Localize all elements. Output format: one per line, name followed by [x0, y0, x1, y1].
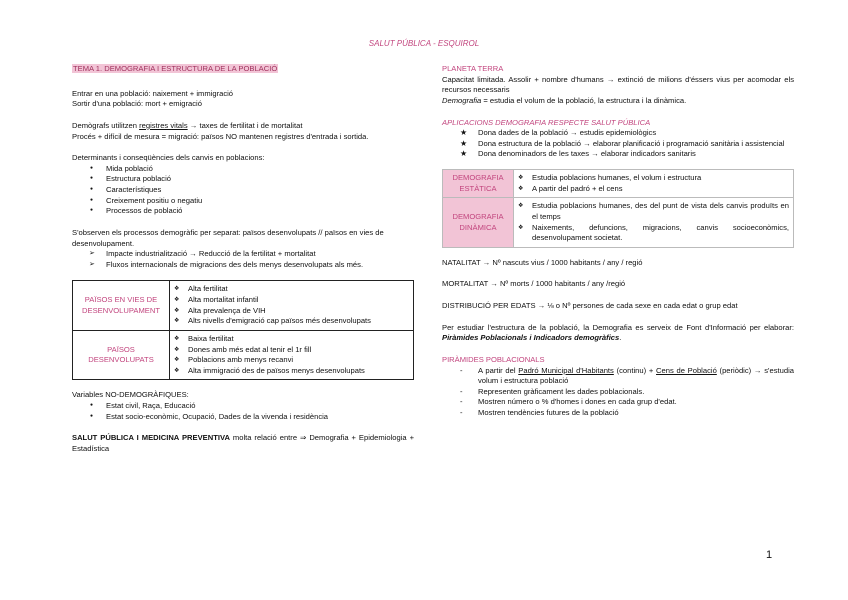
- text-entrar: Entrar en una població: naixement + immigració: [72, 88, 234, 98]
- aplicacions-list: [442, 128, 794, 160]
- section-title-aplicacions: APLICACIONS DEMOGRAFIA RESPECTE SALUT PÚBLICA: [442, 117, 651, 127]
- section-title-piramides: PIRÀMIDES POBLACIONALS: [442, 354, 545, 364]
- table-row-header: PAÏSOS EN VIES DE DESENVOLUPAMENT: [73, 281, 170, 331]
- table-row: [73, 281, 414, 331]
- list-item: ★ Dona denominadors de les taxes → elaborar indicadors sanitaris: [442, 149, 794, 160]
- list-item: ❖ Alta fertilitat: [174, 284, 409, 295]
- list-item: ● Creixement positiu o negatiu: [72, 196, 414, 207]
- text-registres: Demògrafs utilitzen registres vitals → taxes de fertilitat i de mortalitat: [72, 120, 303, 130]
- list-item: ❖ Dones amb més edat al tenir el 1r fill: [174, 345, 409, 356]
- table-row: [73, 330, 414, 380]
- section-title-planeta: PLANETA TERRA: [442, 64, 504, 73]
- left-column: [72, 64, 414, 455]
- list-item: - Mostren tendències futures de la població: [442, 408, 794, 419]
- list-item: - A partir del Padró Municipal d'Habitants (continu) + Cens de Població (periòdic) → s'estudia volum i estructura població: [442, 366, 794, 387]
- list-item: ➢ Fluxos internacionals de migracions des dels menys desenvolupats als més.: [72, 260, 414, 271]
- text-determinants-intro: Determinants i conseqüències dels canvis en poblacions:: [72, 153, 265, 163]
- processos-list: [72, 249, 414, 270]
- page-title: SALUT PÚBLICA - ESQUIROL: [368, 39, 480, 48]
- list-item: ★ Dona dades de la població → estudis epidemiològics: [442, 128, 794, 139]
- text-proces: Procés + difícil de mesura = migració: països NO mantenen registres d'entrada i sortida.: [72, 131, 369, 141]
- page-number: 1: [766, 549, 773, 561]
- section-title-tema: TEMA 1. DEMOGRAFIA I ESTRUCTURA DE LA POBLACIÓ: [73, 64, 278, 73]
- list-item: ● Estat civil, Raça, Educació: [72, 401, 414, 412]
- list-item: ➢ Impacte industrialització → Reducció de la fertilitat + mortalitat: [72, 249, 414, 260]
- table-row-header: DEMOGRAFIA ESTÀTICA: [443, 170, 514, 198]
- text-mortalitat: MORTALITAT → Nº morts / 1000 habitants / any /regió: [442, 279, 626, 289]
- list-item: ❖ A partir del padró + el cens: [518, 184, 789, 195]
- list-item: ❖ Poblacions amb menys recanvi: [174, 355, 409, 366]
- piramides-list: [442, 366, 794, 419]
- list-item: ● Estat socio-econòmic, Ocupació, Dades de la vivenda i residència: [72, 412, 414, 423]
- paisos-table: [72, 280, 414, 380]
- text-variables-title: Variables NO-DEMOGRÀFIQUES:: [72, 390, 189, 400]
- text-planeta: Capacitat limitada. Assolir + nombre d'humans → extinció de milions d'éssers vius per acomodar els recursos necessaris: [442, 74, 794, 95]
- right-column: [442, 64, 794, 419]
- table-row-header: DEMOGRAFIA DINÀMICA: [443, 198, 514, 248]
- list-item: - Representen gràficament les dades poblacionals.: [442, 387, 794, 398]
- list-item: ❖ Alts nivells d'emigració cap països més desenvolupats: [174, 316, 409, 327]
- text-sortir: Sortir d'una població: mort + emigració: [72, 99, 202, 109]
- text-estructura: Per estudiar l'estructura de la població, la Demografia es serveix de Font d'Informació per elaborar: Piràmides Poblacionals i Indicadors demogràfics.: [442, 322, 794, 343]
- table-row: [443, 170, 794, 198]
- text-natalitat: NATALITAT → Nº nascuts vius / 1000 habitants / any / regió: [442, 257, 643, 267]
- variables-list: [72, 401, 414, 422]
- list-item: ❖ Naixements, defuncions, migracions, canvis socioeconòmics, desenvolupament societat.: [518, 223, 789, 244]
- text-salut: SALUT PÚBLICA I MEDICINA PREVENTIVA molta relació entre ⇒ Demografia + Epidemiologia + Estadística: [72, 433, 414, 453]
- table-row: [443, 198, 794, 248]
- text-demografia: Demografia = estudia el volum de la població, la estructura i la dinàmica.: [442, 95, 687, 105]
- list-item: ❖ Alta mortalitat infantil: [174, 295, 409, 306]
- text-distribucio: DISTRIBUCIÓ PER EDATS → ⅛ o Nº persones de cada sexe en cada edat o grup edat: [442, 301, 738, 310]
- demografia-table: [442, 169, 794, 248]
- determinants-list: [72, 164, 414, 217]
- list-item: ❖ Estudia poblacions humanes, des del punt de vista dels canvis produïts en el temps: [518, 201, 789, 222]
- list-item: ● Estructura població: [72, 174, 414, 185]
- list-item: ❖ Estudia poblacions humanes, el volum i estructura: [518, 173, 789, 184]
- list-item: ★ Dona estructura de la població → elaborar planificació i programació sanitària i assistencial: [442, 139, 794, 150]
- table-row-header: PAÏSOS DESENVOLUPATS: [73, 330, 170, 380]
- list-item: ❖ Alta prevalença de VIH: [174, 306, 409, 317]
- list-item: ❖ Baixa fertilitat: [174, 334, 409, 345]
- list-item: ● Característiques: [72, 185, 414, 196]
- list-item: ● Processos de població: [72, 206, 414, 217]
- text-processos-intro: S'observen els processos demogràfic per separat: països desenvolupats // països en vies de desenvolupament.: [72, 227, 384, 248]
- list-item: ● Mida població: [72, 164, 414, 175]
- list-item: ❖ Alta immigració des de països menys desenvolupats: [174, 366, 409, 377]
- list-item: - Mostren número o % d'homes i dones en cada grup d'edat.: [442, 397, 794, 408]
